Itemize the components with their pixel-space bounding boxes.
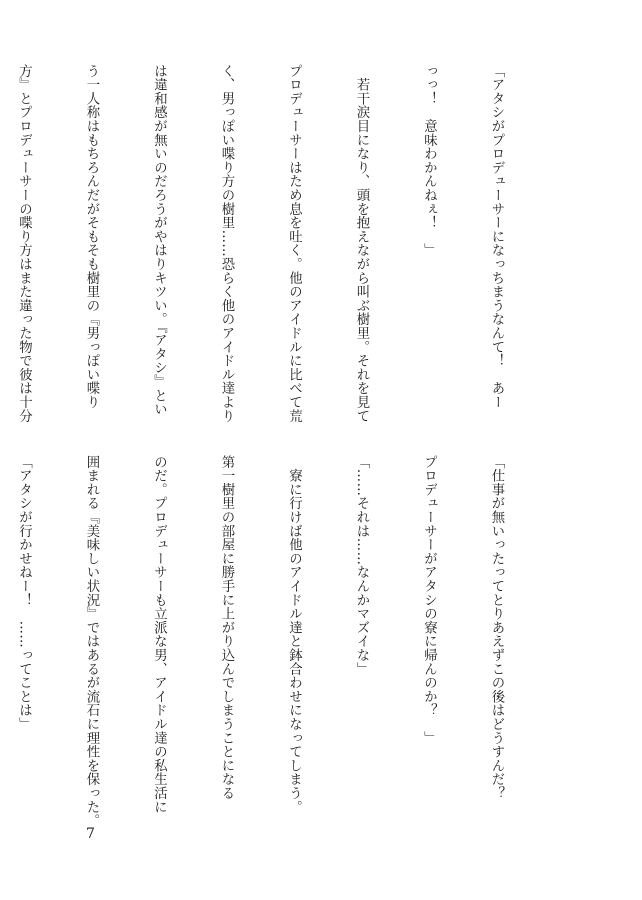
text-line: く、男っぽい喋り方の樹里……恐らく他のアイドル達より <box>219 64 234 423</box>
text-line: 「アタシがプロデューサーになっちまうなんて！ あー <box>489 64 504 409</box>
text-line: プロデューサーがアタシの寮に帰んのか？ 」 <box>421 455 437 745</box>
text-line: 「アタシが行かせねー！ ……ってことは」 <box>16 455 32 731</box>
upper-text-block <box>16 64 552 424</box>
text-line: のだ。プロデューサーも立派な男、アイドル達の私生活に <box>151 455 167 814</box>
text-line: 「……それは……なんかマズイな」 <box>354 455 369 676</box>
text-line: 若干涙目になり、頭を抱えながら叫ぶ樹里。それを見て <box>354 64 369 423</box>
text-line: プロデューサーはため息を吐く。他のアイドルに比べて荒 <box>286 64 302 423</box>
text-line: っっ！ 意味わかんねぇ！ 」 <box>421 64 437 258</box>
page-number: 7 <box>86 826 95 842</box>
lower-text-block <box>16 455 552 828</box>
text-line: 「仕事が無いったってとりあえずこの後はどうすんだ？ <box>489 455 504 800</box>
text-line: は違和感が無いのだろうがやはりキツい。『アタシ』とい <box>151 64 167 417</box>
text-line: 第一樹里の部屋に勝手に上がり込んでしまうことになる <box>219 455 234 800</box>
text-line: 方』とプロデューサーの喋り方はまた違った物で彼は十分 <box>16 64 32 423</box>
text-line: 寮に行けば他のアイドル達と鉢合わせになってしまう。 <box>286 455 302 814</box>
text-line: う一人称はもちろんだがそもそも樹里の『男っぽい喋り <box>84 64 99 409</box>
text-line: 囲まれる『美味しい状況』ではあるが流石に理性を保った。 <box>84 455 99 828</box>
